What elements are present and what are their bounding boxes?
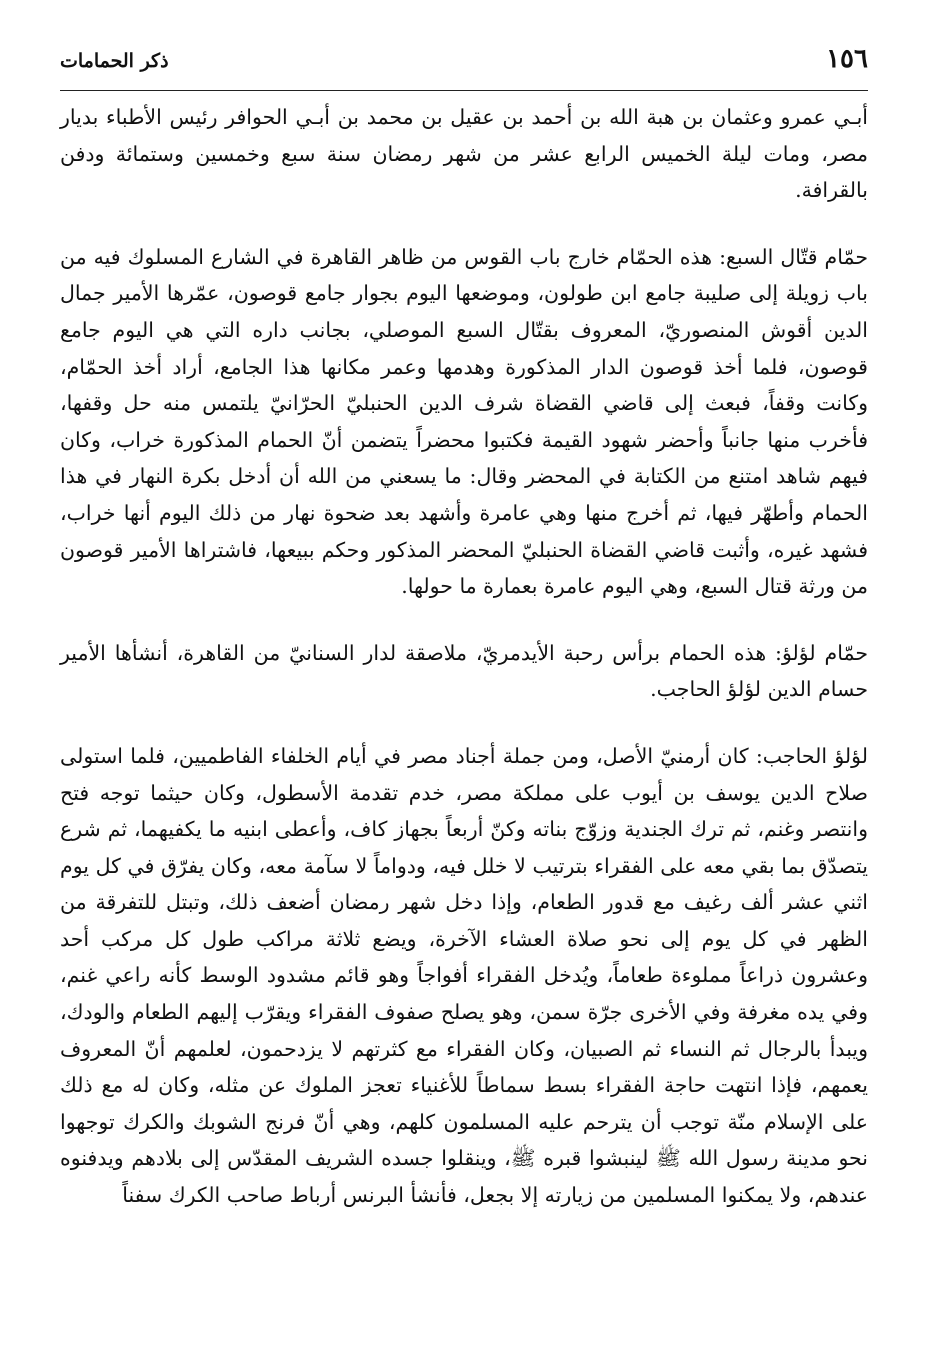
- page-body: [60, 99, 868, 1214]
- book-page: [60, 38, 868, 1338]
- paragraph: لؤلؤ الحاجب: كان أرمنيّ الأصل، ومن جملة أجناد مصر في أيام الخلفاء الفاطميين، فلما استولى صلاح الدين يوسف بن أيوب على مملكة مصر، خدم تقدمة الأسطول، وكان حيثما توجه فتح وانتصر وغنم، ثم ترك الجندية وزوّج بناته وكنّ أربعاً بجهاز كاف، وأعطى ابنيه ما يكفيهما، ثم شرع يتصدّق بما بقي معه على الفقراء بترتيب لا خلل فيه، ودواماً لا سآمة معه، وكان يفرّق في كل يوم اثني عشر ألف رغيف مع قدور الطعام، وإذا دخل شهر رمضان أضعف ذلك، وتبتل للتفرقة من الظهر في كل يوم إلى نحو صلاة العشاء الآخرة، ويضع ثلاثة مراكب طول كل مركب أحد وعشرون ذراعاً مملوءة طعاماً، ويُدخل الفقراء أفواجاً وهو قائم مشدود الوسط كأنه راعي غنم، وفي يده مغرفة وفي الأخرى جرّة سمن، وهو يصلح صفوف الفقراء ويقرّب إليهم الطعام والودك، ويبدأ بالرجال ثم النساء ثم الصبيان، وكان الفقراء مع كثرتهم لا يزدحمون، لعلمهم أنّ المعروف يعمهم، فإذا انتهت حاجة الفقراء بسط سماطاً للأغنياء تعجز الملوك عن مثله، وكان له مع ذلك على الإسلام منّة توجب أن يترحم عليه المسلمون كلهم، وهي أنّ فرنج الشوبك والكرك توجهوا نحو مدينة رسول الله ﷺ لينبشوا قبره ﷺ، وينقلوا جسده الشريف المقدّس إلى بلادهم ويدفنوه عندهم، ولا يمكنوا المسلمين من زيارته إلا بجعل، فأنشأ البرنس أرباط صاحب الكرك سفناً: [60, 743, 868, 1208]
- page-number: ١٥٦: [826, 44, 868, 74]
- running-title: ذكر الحمامات: [60, 50, 169, 72]
- page-header: [60, 38, 868, 91]
- paragraph: حمّام لؤلؤ: هذه الحمام برأس رحبة الأيدمريّ، ملاصقة لدار السنانيّ من القاهرة، أنشأها الأمير حسام الدين لؤلؤ الحاجب.: [60, 640, 868, 702]
- paragraph: أبـي عمرو وعثمان بن هبة الله بن أحمد بن عقيل بن محمد بن أبـي الحوافر رئيس الأطباء بديار مصر، ومات ليلة الخميس الرابع عشر من شهر رمضان سنة سبع وخمسين وستمائة ودفن بالقرافة.: [60, 105, 868, 203]
- paragraph: حمّام قتّال السبع: هذه الحمّام خارج باب القوس من ظاهر القاهرة في الشارع المسلوك فيه من باب زويلة إلى صليبة جامع ابن طولون، وموضعها اليوم بجوار جامع قوصون، عمّرها الأمير جمال الدين أقوش المنصوريّ، المعروف بقتّال السبع الموصلي، بجانب داره التي هي اليوم جامع قوصون، فلما أخذ قوصون الدار المذكورة وهدمها وعمر مكانها هذا الجامع، أراد أخذ الحمّام، وكانت وقفاً، فبعث إلى قاضي القضاة شرف الدين الحنبليّ الحرّانيّ يلتمس منه حل وقفها، فأخرب منها جانباً وأحضر شهود القيمة فكتبوا محضراً يتضمن أنّ الحمام المذكورة خراب، وكان فيهم شاهد امتنع من الكتابة في المحضر وقال: ما يسعني من الله أن أدخل بكرة النهار في هذا الحمام وأطهّر فيها، ثم أخرج منها وهي عامرة وأشهد بعد ضحوة نهار من ذلك اليوم أنها خراب، فشهد غيره، وأثبت قاضي القضاة الحنبليّ المحضر المذكور وحكم ببيعها، فاشتراها الأمير قوصون من ورثة قتال السبع، وهي اليوم عامرة بعمارة ما حولها.: [60, 244, 868, 599]
